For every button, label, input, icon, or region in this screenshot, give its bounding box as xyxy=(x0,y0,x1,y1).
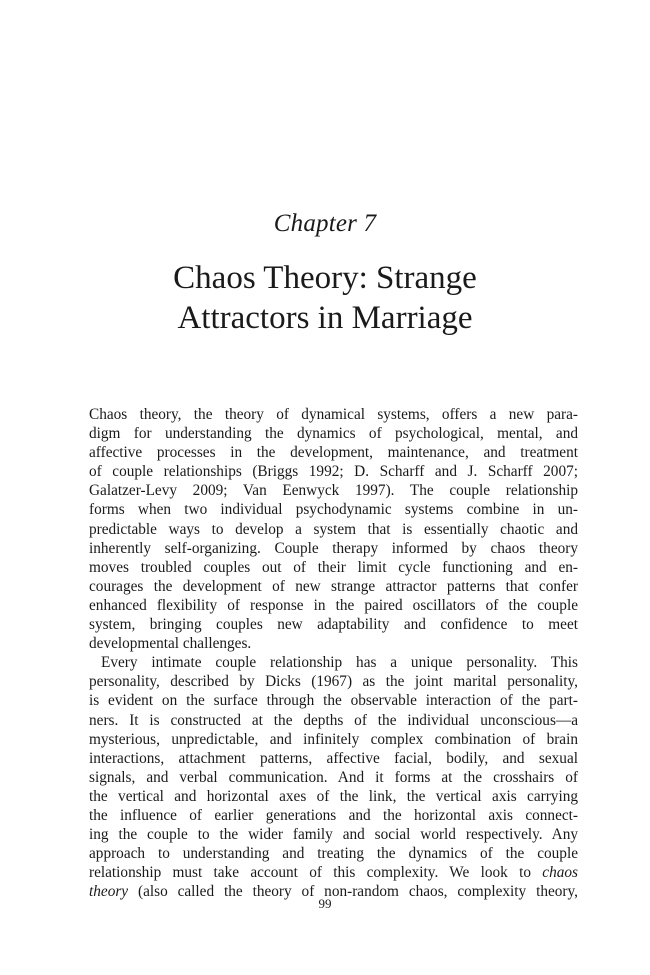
text-fragment: relationship must take account of this complexity. We look to xyxy=(89,864,531,882)
text-line: affective processes in the development, maintenance, and treatment xyxy=(89,444,578,462)
text-line: Galatzer-Levy 2009; Van Eenwyck 1997). The couple relationship xyxy=(89,482,578,500)
text-line: approach to understanding and treating the dynamics of the couple xyxy=(89,845,578,863)
text-line: Every intimate couple relationship has a unique personality. This xyxy=(101,654,578,672)
chapter-label: Chapter 7 xyxy=(273,210,377,237)
text-line: ners. It is constructed at the depths of the individual unconscious—a xyxy=(89,711,578,729)
text-line: inherently self-organizing. Couple therapy informed by chaos theory xyxy=(89,539,578,557)
text-line: system, bringing couples new adaptability and confidence to meet xyxy=(89,616,578,634)
page-number: 99 xyxy=(318,896,332,911)
italic-term: chaos xyxy=(542,864,578,882)
text-line: of couple relationships (Briggs 1992; D. Scharff and J. Scharff 2007; xyxy=(89,463,578,481)
text-line: ing the couple to the wider family and social world respectively. Any xyxy=(89,826,578,844)
italic-term: theory xyxy=(89,883,129,901)
paragraph xyxy=(89,653,578,901)
chapter-title xyxy=(0,258,650,338)
chapter-title-line: Chaos Theory: Strange xyxy=(173,260,477,296)
text-line xyxy=(89,863,578,882)
text-line: personality, described by Dicks (1967) as the joint marital personality, xyxy=(89,673,578,691)
text-line: Chaos theory, the theory of dynamical systems, offers a new para- xyxy=(89,406,578,423)
text-line: digm for understanding the dynamics of psychological, mental, and xyxy=(89,425,578,443)
text-line: moves troubled couples out of their limit cycle functioning and en- xyxy=(89,558,578,576)
text-line: developmental challenges. xyxy=(89,635,252,653)
text-line: is evident on the surface through the observable interaction of the part- xyxy=(89,692,578,710)
text-line: predictable ways to develop a system that is essentially chaotic and xyxy=(89,520,578,538)
body-text xyxy=(89,405,578,901)
text-line: signals, and verbal communication. And it forms at the crosshairs of xyxy=(89,768,578,786)
text-fragment: (also called the theory of non-random chaos, complexity theory, xyxy=(137,883,578,901)
text-line: interactions, attachment patterns, affective facial, bodily, and sexual xyxy=(89,749,578,767)
text-line: mysterious, unpredictable, and infinitely complex combination of brain xyxy=(89,730,578,748)
paragraph xyxy=(89,405,578,653)
text-line: forms when two individual psychodynamic systems combine in un- xyxy=(89,501,578,519)
text-line: enhanced flexibility of response in the paired oscillators of the couple xyxy=(89,596,578,614)
text-line: the vertical and horizontal axes of the link, the vertical axis carrying xyxy=(89,787,578,805)
text-line: courages the development of new strange attractor patterns that confer xyxy=(89,577,578,595)
text-line: the influence of earlier generations and the horizontal axis connect- xyxy=(89,806,578,824)
chapter-title-line: Attractors in Marriage xyxy=(177,300,473,336)
